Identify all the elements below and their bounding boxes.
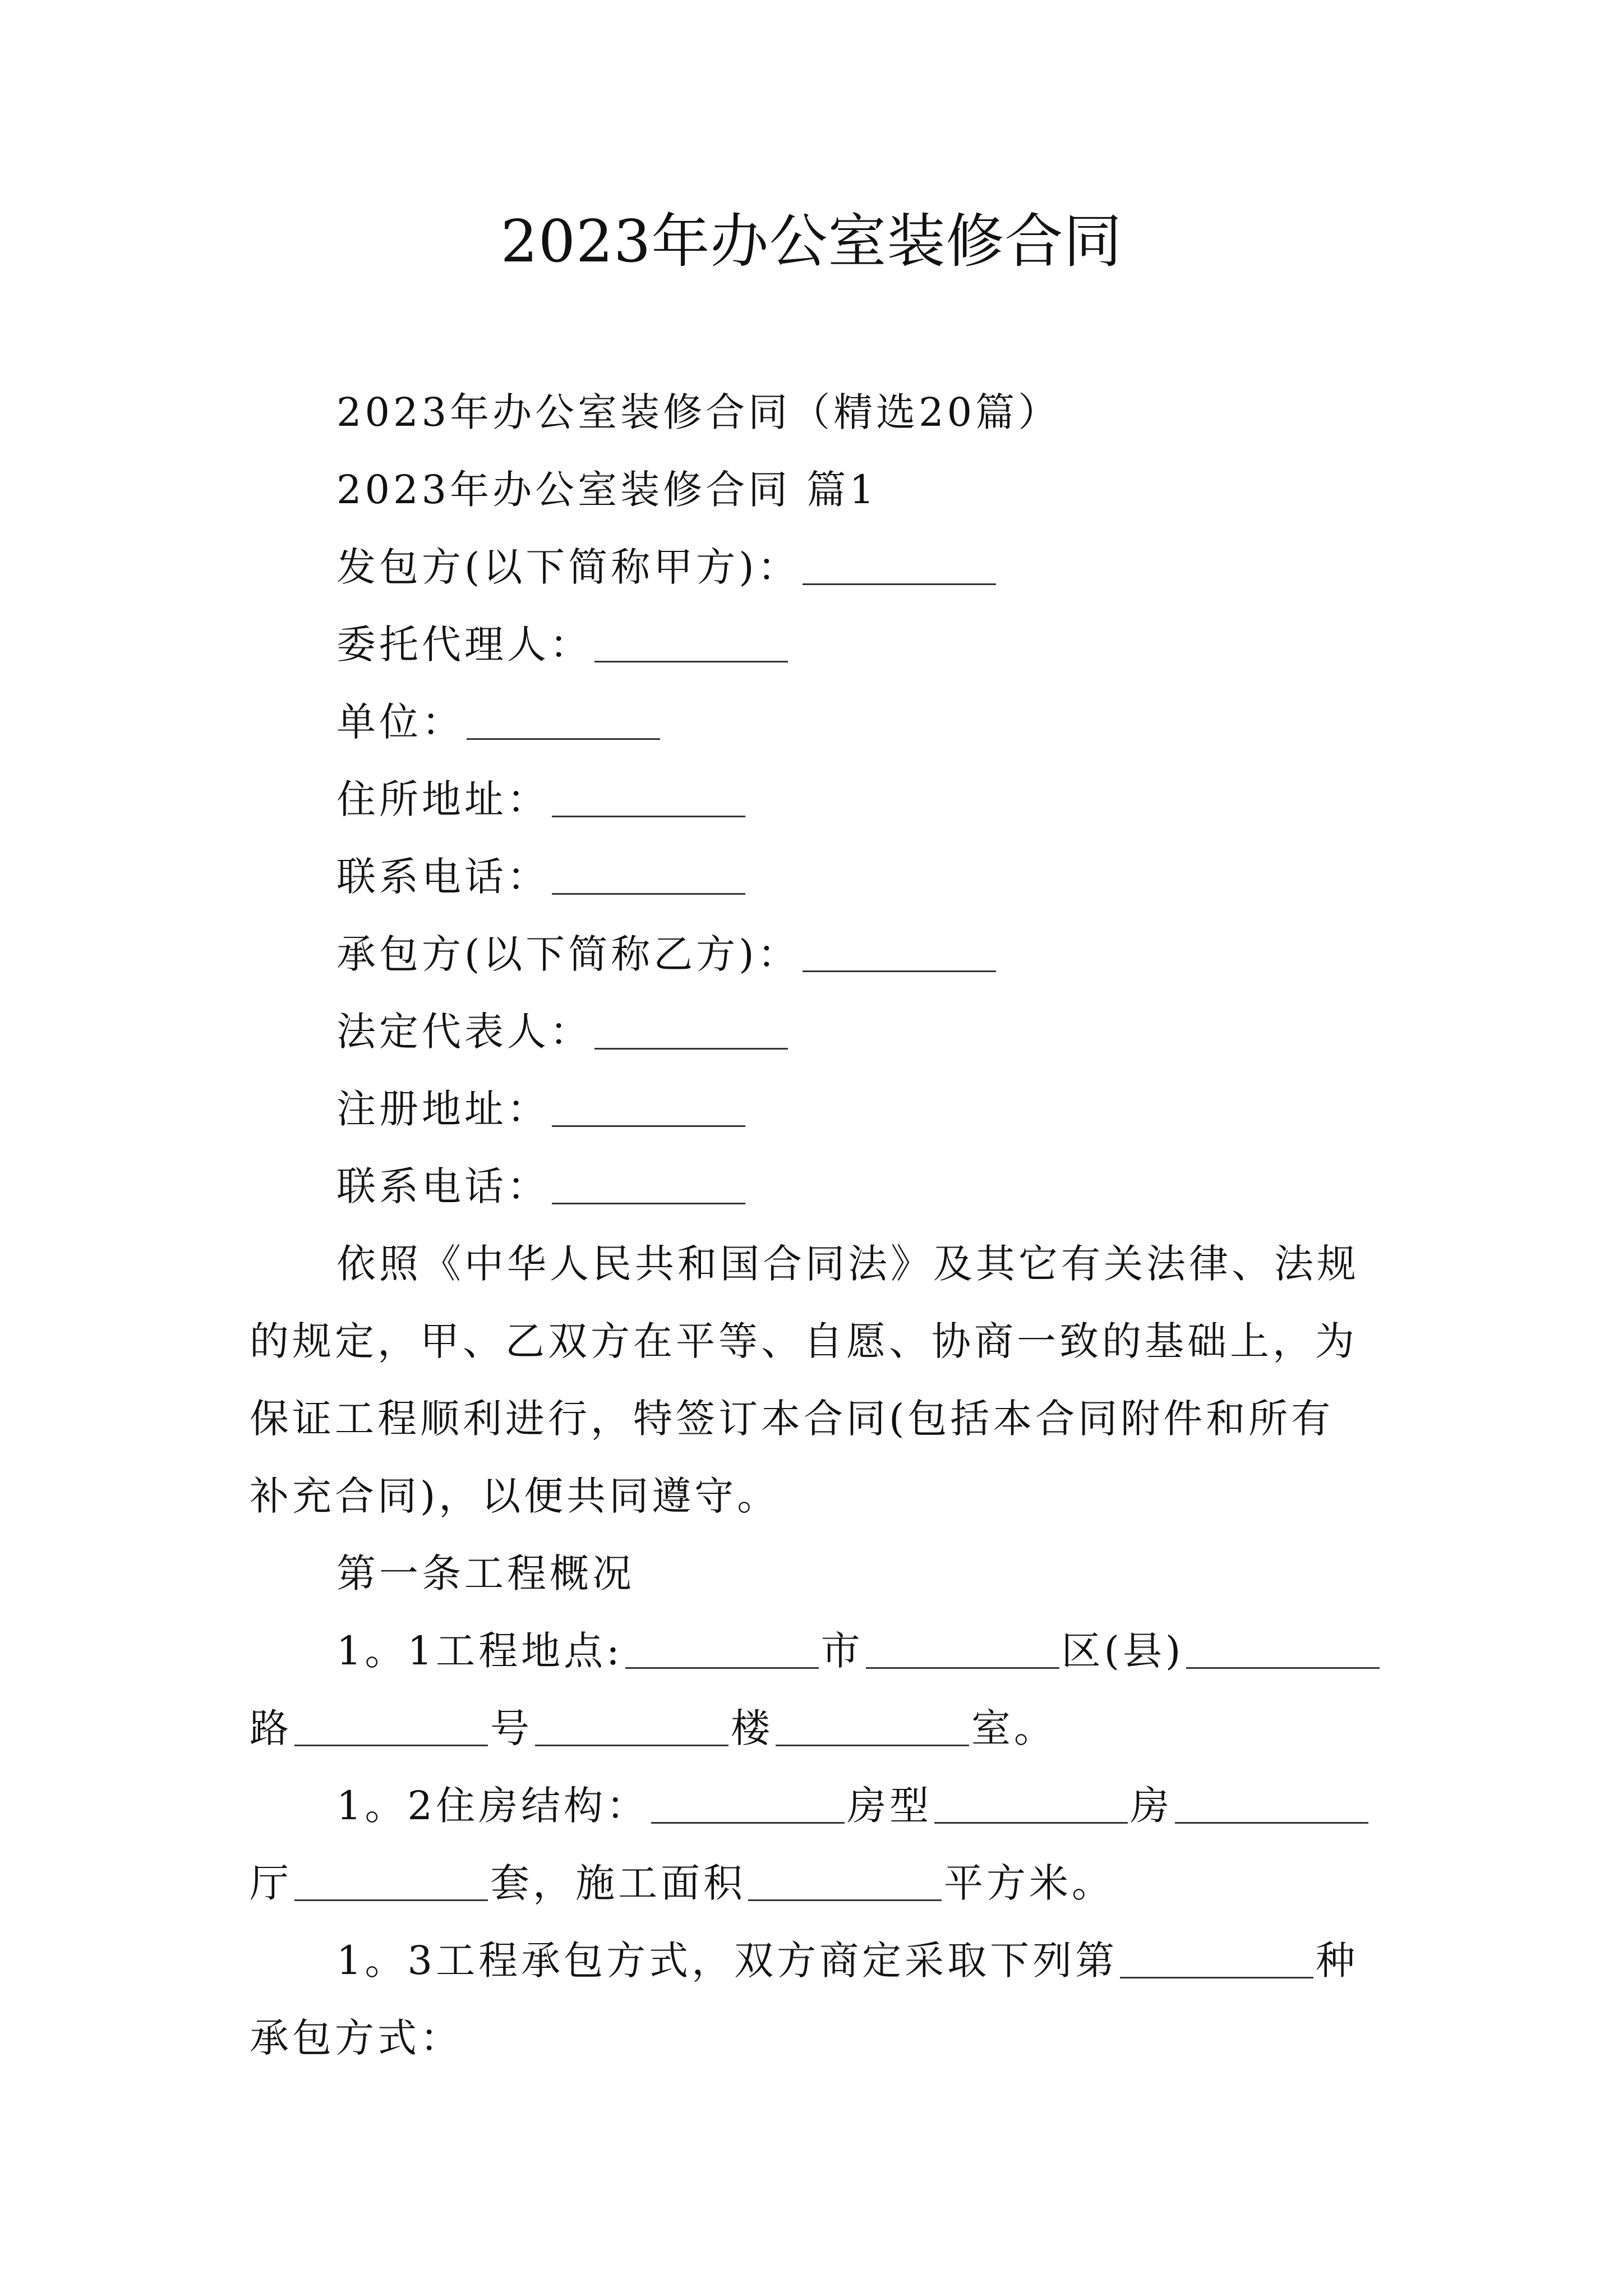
clause-1-2-line-1 — [336, 1778, 1371, 1834]
room-blank[interactable] — [776, 1705, 969, 1746]
preamble-line-4: 补充合同)，以便共同遵守。 — [250, 1473, 780, 1519]
party-a-blank[interactable] — [803, 544, 996, 585]
legal-rep-blank[interactable] — [594, 1009, 788, 1050]
clause-1-1-label: 1。1工程地点: — [336, 1628, 623, 1674]
clause-1-3-line-2: 承包方式： — [250, 2015, 463, 2061]
address-a-line — [336, 771, 748, 827]
party-b-blank[interactable] — [803, 931, 996, 972]
party-b-label: 承包方(以下简称乙方)： — [336, 931, 800, 977]
clause-1-2-label: 1。2住房结构： — [336, 1783, 649, 1829]
agent-line — [336, 616, 790, 673]
agent-label: 委托代理人： — [336, 622, 592, 668]
address-a-blank[interactable] — [552, 776, 745, 817]
city-label: 市 — [820, 1628, 864, 1674]
building-blank[interactable] — [535, 1705, 728, 1746]
phone-a-blank[interactable] — [552, 854, 745, 895]
area-blank[interactable] — [748, 1860, 942, 1901]
clause-1-2-line-2 — [250, 1855, 1114, 1911]
clause-1-3-line-1 — [336, 1932, 1358, 1989]
address-a-label: 住所地址： — [336, 776, 550, 822]
method-blank[interactable] — [1120, 1938, 1313, 1978]
preamble-line-2: 的规定，甲、乙双方在平等、自愿、协商一致的基础上，为 — [250, 1318, 1358, 1364]
number-blank[interactable] — [294, 1705, 488, 1746]
phone-b-line — [336, 1158, 748, 1214]
phone-a-label: 联系电话： — [336, 854, 550, 900]
district-label: 区(县) — [1061, 1628, 1184, 1674]
unit-line — [336, 694, 662, 750]
agent-blank[interactable] — [594, 622, 788, 662]
city-blank[interactable] — [625, 1628, 819, 1669]
rooms-blank[interactable] — [1175, 1783, 1368, 1824]
clause-1-1-line-2 — [250, 1700, 1057, 1756]
preamble-line-1: 依照《中华人民共和国合同法》及其它有关法律、法规 — [336, 1241, 1359, 1287]
party-b-line — [336, 926, 998, 982]
phone-a-line — [336, 849, 748, 905]
sets-label: 套，施工面积 — [490, 1860, 746, 1906]
building-label: 楼 — [731, 1705, 773, 1751]
phone-b-blank[interactable] — [552, 1163, 745, 1204]
reg-address-line — [336, 1081, 748, 1137]
reg-address-label: 注册地址： — [336, 1086, 550, 1132]
document-title: 2023年办公室装修合同 — [500, 207, 1123, 275]
clause-1-1-line-1 — [336, 1623, 1382, 1679]
rooms-label: 房 — [1130, 1783, 1173, 1829]
chapter-heading: 2023年办公室装修合同 篇1 — [336, 467, 878, 513]
halls-label: 厅 — [250, 1860, 292, 1906]
halls-blank[interactable] — [294, 1860, 488, 1901]
party-a-label: 发包方(以下简称甲方)： — [336, 544, 800, 590]
road-blank[interactable] — [1186, 1628, 1380, 1669]
district-blank[interactable] — [866, 1628, 1059, 1669]
unit-blank[interactable] — [467, 699, 660, 740]
legal-rep-label: 法定代表人： — [336, 1009, 592, 1055]
unit-label: 单位： — [336, 699, 464, 745]
room-label: 室。 — [971, 1705, 1057, 1751]
reg-address-blank[interactable] — [552, 1086, 745, 1127]
article-1-heading: 第一条工程概况 — [336, 1550, 635, 1596]
document-subtitle: 2023年办公室装修合同（精选20篇） — [336, 389, 1061, 435]
type-blank[interactable] — [934, 1783, 1128, 1824]
structure-blank[interactable] — [651, 1783, 845, 1824]
phone-b-label: 联系电话： — [336, 1163, 550, 1209]
type-label: 房型 — [847, 1783, 933, 1829]
area-unit-label: 平方米。 — [944, 1860, 1114, 1906]
road-label: 路 — [250, 1705, 292, 1751]
preamble-line-3: 保证工程顺利进行，特签订本合同(包括本合同附件和所有 — [250, 1396, 1334, 1442]
party-a-line — [336, 539, 998, 595]
kind-label: 种 — [1316, 1938, 1359, 1984]
legal-rep-line — [336, 1004, 790, 1060]
number-label: 号 — [490, 1705, 533, 1751]
clause-1-3-text: 1。3工程承包方式，双方商定采取下列第 — [336, 1938, 1118, 1984]
